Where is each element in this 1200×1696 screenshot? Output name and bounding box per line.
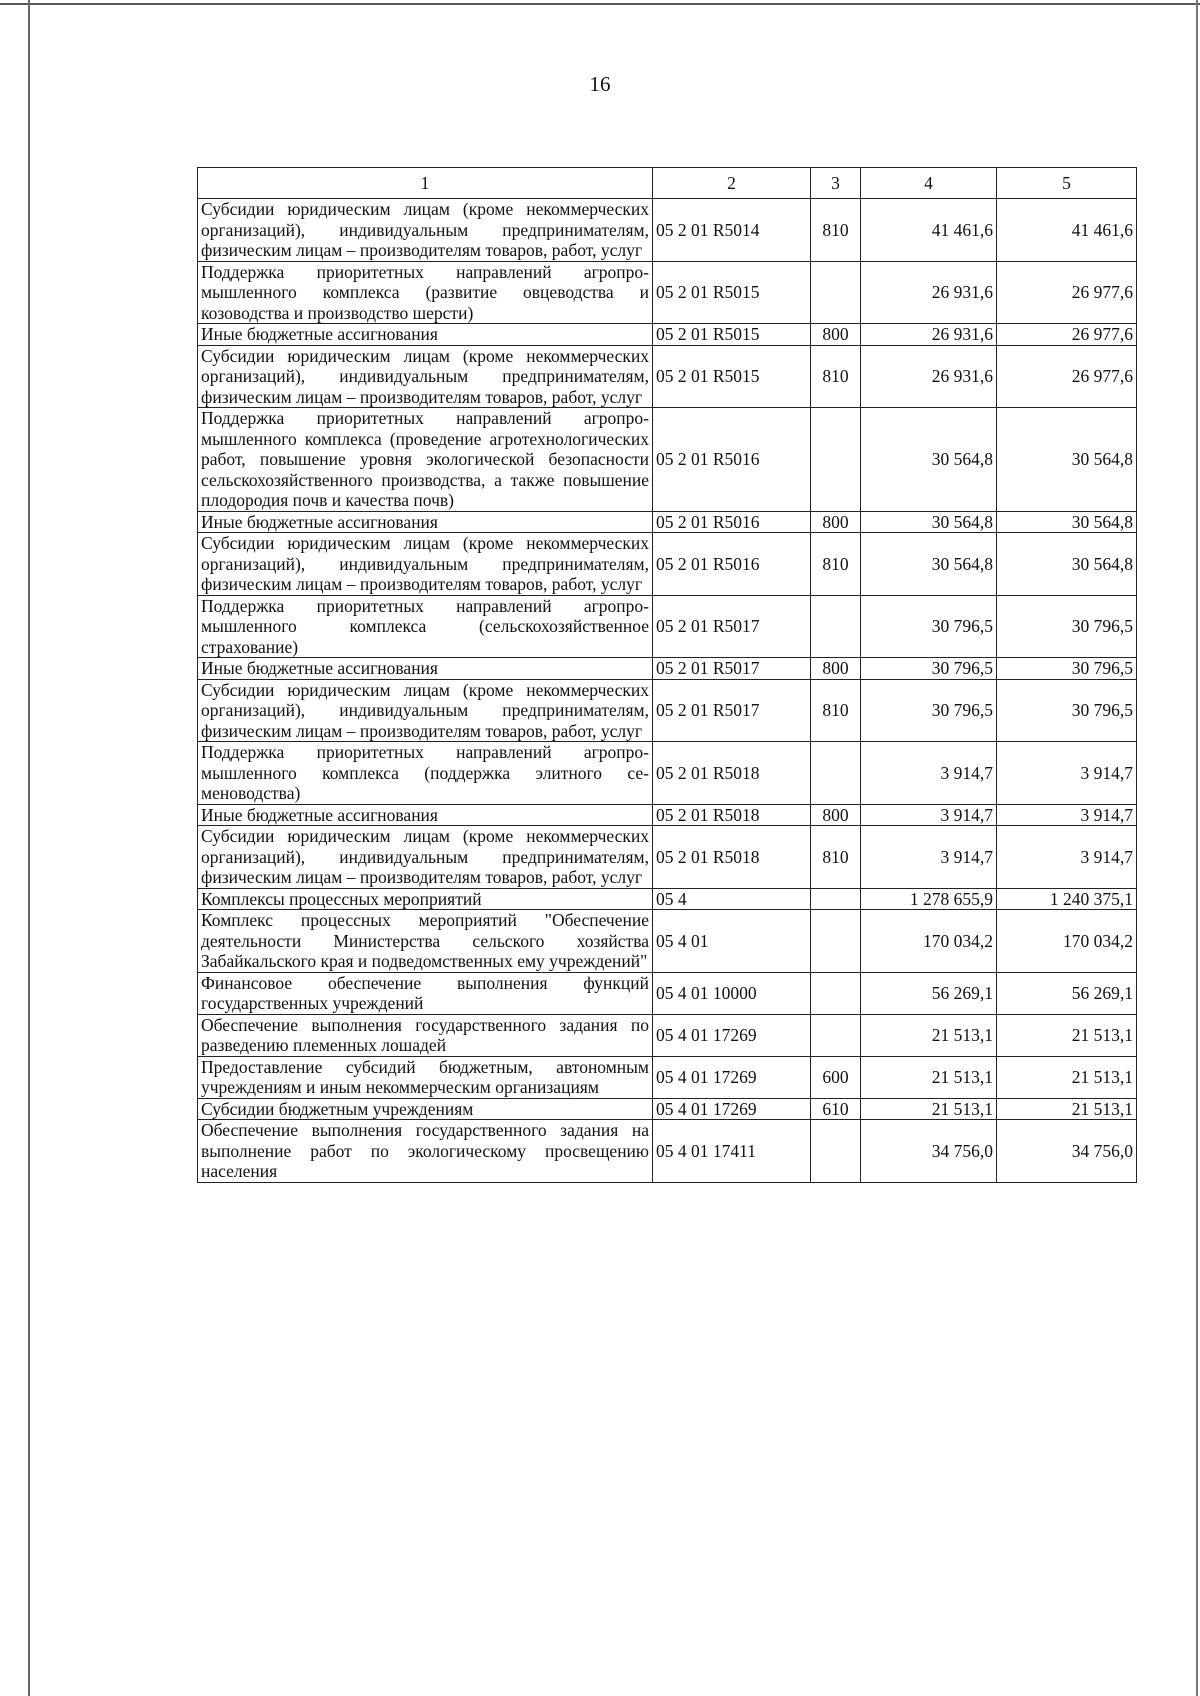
amount-cell-col4: 30 796,5 — [861, 658, 997, 680]
amount-cell-col5: 21 513,1 — [997, 1014, 1137, 1056]
item-code-cell: 05 4 01 17269 — [653, 1098, 811, 1120]
table-row — [198, 1098, 1137, 1120]
table-header-row — [198, 168, 1137, 199]
amount-cell-col4: 34 756,0 — [861, 1120, 997, 1183]
expense-type-cell: 810 — [811, 199, 861, 262]
table-row — [198, 595, 1137, 658]
table-row — [198, 910, 1137, 973]
amount-cell-col5: 170 034,2 — [997, 910, 1137, 973]
amount-cell-col4: 26 931,6 — [861, 324, 997, 346]
item-name-cell: Иные бюджетные ассигнования — [198, 804, 653, 826]
amount-cell-col5: 21 513,1 — [997, 1056, 1137, 1098]
item-name-cell: Субсидии юридическим лицам (кроме некоммерческих организаций), индивидуальным предпринимателям, физическим лицам – производителям товаров, работ, услуг — [198, 826, 653, 889]
table-row — [198, 324, 1137, 346]
expense-type-cell — [811, 261, 861, 324]
table-row — [198, 345, 1137, 408]
table-row — [198, 679, 1137, 742]
item-name-cell: Иные бюджетные ассигнования — [198, 511, 653, 533]
column-header: 3 — [811, 168, 861, 199]
column-header: 4 — [861, 168, 997, 199]
item-code-cell: 05 2 01 R5018 — [653, 742, 811, 805]
table-row — [198, 533, 1137, 596]
amount-cell-col4: 21 513,1 — [861, 1098, 997, 1120]
amount-cell-col5: 26 977,6 — [997, 345, 1137, 408]
expense-type-cell: 800 — [811, 804, 861, 826]
expense-type-cell — [811, 742, 861, 805]
item-name-cell: Поддержка приоритетных направлений агропромышленного комплекса (сельскохозяйственное страхование) — [198, 595, 653, 658]
expense-type-cell — [811, 1120, 861, 1183]
expense-type-cell — [811, 408, 861, 512]
amount-cell-col5: 34 756,0 — [997, 1120, 1137, 1183]
item-code-cell: 05 2 01 R5017 — [653, 658, 811, 680]
item-name-cell: Комплексы процессных мероприятий — [198, 888, 653, 910]
item-name-cell: Иные бюджетные ассигнования — [198, 324, 653, 346]
expense-type-cell: 810 — [811, 826, 861, 889]
table-row — [198, 1056, 1137, 1098]
item-name-cell: Обеспечение выполнения государственного задания по разведению племенных лошадей — [198, 1014, 653, 1056]
scan-edge-left — [28, 0, 30, 1696]
amount-cell-col5: 21 513,1 — [997, 1098, 1137, 1120]
item-code-cell: 05 2 01 R5015 — [653, 324, 811, 346]
amount-cell-col4: 1 278 655,9 — [861, 888, 997, 910]
item-name-cell: Субсидии юридическим лицам (кроме некоммерческих организаций), индивидуальным предпринимателям, физическим лицам – производителям товаров, работ, услуг — [198, 679, 653, 742]
amount-cell-col5: 56 269,1 — [997, 972, 1137, 1014]
amount-cell-col4: 3 914,7 — [861, 742, 997, 805]
amount-cell-col5: 30 796,5 — [997, 595, 1137, 658]
expense-type-cell: 800 — [811, 511, 861, 533]
amount-cell-col4: 56 269,1 — [861, 972, 997, 1014]
amount-cell-col5: 1 240 375,1 — [997, 888, 1137, 910]
column-header: 1 — [198, 168, 653, 199]
amount-cell-col4: 21 513,1 — [861, 1056, 997, 1098]
amount-cell-col5: 30 796,5 — [997, 658, 1137, 680]
expense-type-cell: 810 — [811, 533, 861, 596]
amount-cell-col4: 3 914,7 — [861, 826, 997, 889]
item-name-cell: Поддержка приоритетных направлений агропромышленного комплекса (проведение агротехнологических работ, повышение уровня экологической безопасности сельскохозяйственного производства, а также повышение плодородия почв и качества почв) — [198, 408, 653, 512]
expense-type-cell — [811, 595, 861, 658]
item-code-cell: 05 2 01 R5015 — [653, 345, 811, 408]
amount-cell-col5: 30 796,5 — [997, 679, 1137, 742]
expense-type-cell — [811, 888, 861, 910]
table-body — [198, 199, 1137, 1183]
expense-type-cell: 800 — [811, 658, 861, 680]
item-code-cell: 05 2 01 R5017 — [653, 679, 811, 742]
item-name-cell: Поддержка приоритетных направлений агропромышленного комплекса (поддержка элитного семеноводства) — [198, 742, 653, 805]
expense-type-cell — [811, 910, 861, 973]
page-number: 16 — [589, 72, 611, 96]
amount-cell-col5: 41 461,6 — [997, 199, 1137, 262]
expense-type-cell: 810 — [811, 345, 861, 408]
amount-cell-col4: 26 931,6 — [861, 345, 997, 408]
item-name-cell: Субсидии юридическим лицам (кроме некоммерческих организаций), индивидуальным предпринимателям, физическим лицам – производителям товаров, работ, услуг — [198, 533, 653, 596]
amount-cell-col4: 41 461,6 — [861, 199, 997, 262]
item-code-cell: 05 4 01 17269 — [653, 1014, 811, 1056]
amount-cell-col4: 30 796,5 — [861, 679, 997, 742]
item-name-cell: Финансовое обеспечение выполнения функций государственных учреждений — [198, 972, 653, 1014]
scan-edge-right — [1196, 0, 1198, 1696]
amount-cell-col4: 3 914,7 — [861, 804, 997, 826]
table-row — [198, 888, 1137, 910]
expense-type-cell — [811, 1014, 861, 1056]
item-code-cell: 05 2 01 R5016 — [653, 511, 811, 533]
item-code-cell: 05 2 01 R5018 — [653, 804, 811, 826]
table-row — [198, 1120, 1137, 1183]
column-header: 2 — [653, 168, 811, 199]
amount-cell-col5: 26 977,6 — [997, 261, 1137, 324]
item-name-cell: Иные бюджетные ассигнования — [198, 658, 653, 680]
item-code-cell: 05 2 01 R5016 — [653, 408, 811, 512]
item-code-cell: 05 4 01 17411 — [653, 1120, 811, 1183]
item-name-cell: Поддержка приоритетных направлений агропромышленного комплекса (развитие овцеводства и козоводства и производство шерсти) — [198, 261, 653, 324]
table-row — [198, 408, 1137, 512]
item-code-cell: 05 4 01 — [653, 910, 811, 973]
amount-cell-col5: 30 564,8 — [997, 533, 1137, 596]
item-name-cell: Субсидии юридическим лицам (кроме некоммерческих организаций), индивидуальным предпринимателям, физическим лицам – производителям товаров, работ, услуг — [198, 345, 653, 408]
item-code-cell: 05 2 01 R5015 — [653, 261, 811, 324]
item-name-cell: Предоставление субсидий бюджетным, автономным учреждениям и иным некоммерческим организациям — [198, 1056, 653, 1098]
table-row — [198, 1014, 1137, 1056]
table-row — [198, 658, 1137, 680]
table-row — [198, 511, 1137, 533]
budget-table — [197, 167, 1137, 1183]
item-name-cell: Обеспечение выполнения государственного задания на выполнение работ по экологическому просвещению населения — [198, 1120, 653, 1183]
table-row — [198, 804, 1137, 826]
item-code-cell: 05 4 — [653, 888, 811, 910]
expense-type-cell: 600 — [811, 1056, 861, 1098]
item-code-cell: 05 2 01 R5014 — [653, 199, 811, 262]
amount-cell-col4: 30 564,8 — [861, 408, 997, 512]
item-code-cell: 05 2 01 R5016 — [653, 533, 811, 596]
amount-cell-col5: 26 977,6 — [997, 324, 1137, 346]
item-name-cell: Субсидии юридическим лицам (кроме некоммерческих организаций), индивидуальным предпринимателям, физическим лицам – производителям товаров, работ, услуг — [198, 199, 653, 262]
amount-cell-col4: 30 564,8 — [861, 511, 997, 533]
item-code-cell: 05 2 01 R5017 — [653, 595, 811, 658]
table-row — [198, 199, 1137, 262]
amount-cell-col5: 3 914,7 — [997, 826, 1137, 889]
item-code-cell: 05 2 01 R5018 — [653, 826, 811, 889]
amount-cell-col4: 30 564,8 — [861, 533, 997, 596]
column-header: 5 — [997, 168, 1137, 199]
item-name-cell: Субсидии бюджетным учреждениям — [198, 1098, 653, 1120]
expense-type-cell: 610 — [811, 1098, 861, 1120]
expense-type-cell: 800 — [811, 324, 861, 346]
table-row — [198, 972, 1137, 1014]
table-row — [198, 261, 1137, 324]
scan-edge-top — [0, 3, 1200, 5]
item-name-cell: Комплекс процессных мероприятий "Обеспечение деятельности Министерства сельского хозяйства Забайкальского края и подведомственных ему учреждений" — [198, 910, 653, 973]
amount-cell-col4: 30 796,5 — [861, 595, 997, 658]
expense-type-cell — [811, 972, 861, 1014]
table-row — [198, 826, 1137, 889]
amount-cell-col4: 170 034,2 — [861, 910, 997, 973]
amount-cell-col5: 30 564,8 — [997, 408, 1137, 512]
amount-cell-col5: 3 914,7 — [997, 742, 1137, 805]
item-code-cell: 05 4 01 17269 — [653, 1056, 811, 1098]
table-row — [198, 742, 1137, 805]
item-code-cell: 05 4 01 10000 — [653, 972, 811, 1014]
amount-cell-col5: 30 564,8 — [997, 511, 1137, 533]
amount-cell-col4: 21 513,1 — [861, 1014, 997, 1056]
amount-cell-col5: 3 914,7 — [997, 804, 1137, 826]
expense-type-cell: 810 — [811, 679, 861, 742]
amount-cell-col4: 26 931,6 — [861, 261, 997, 324]
